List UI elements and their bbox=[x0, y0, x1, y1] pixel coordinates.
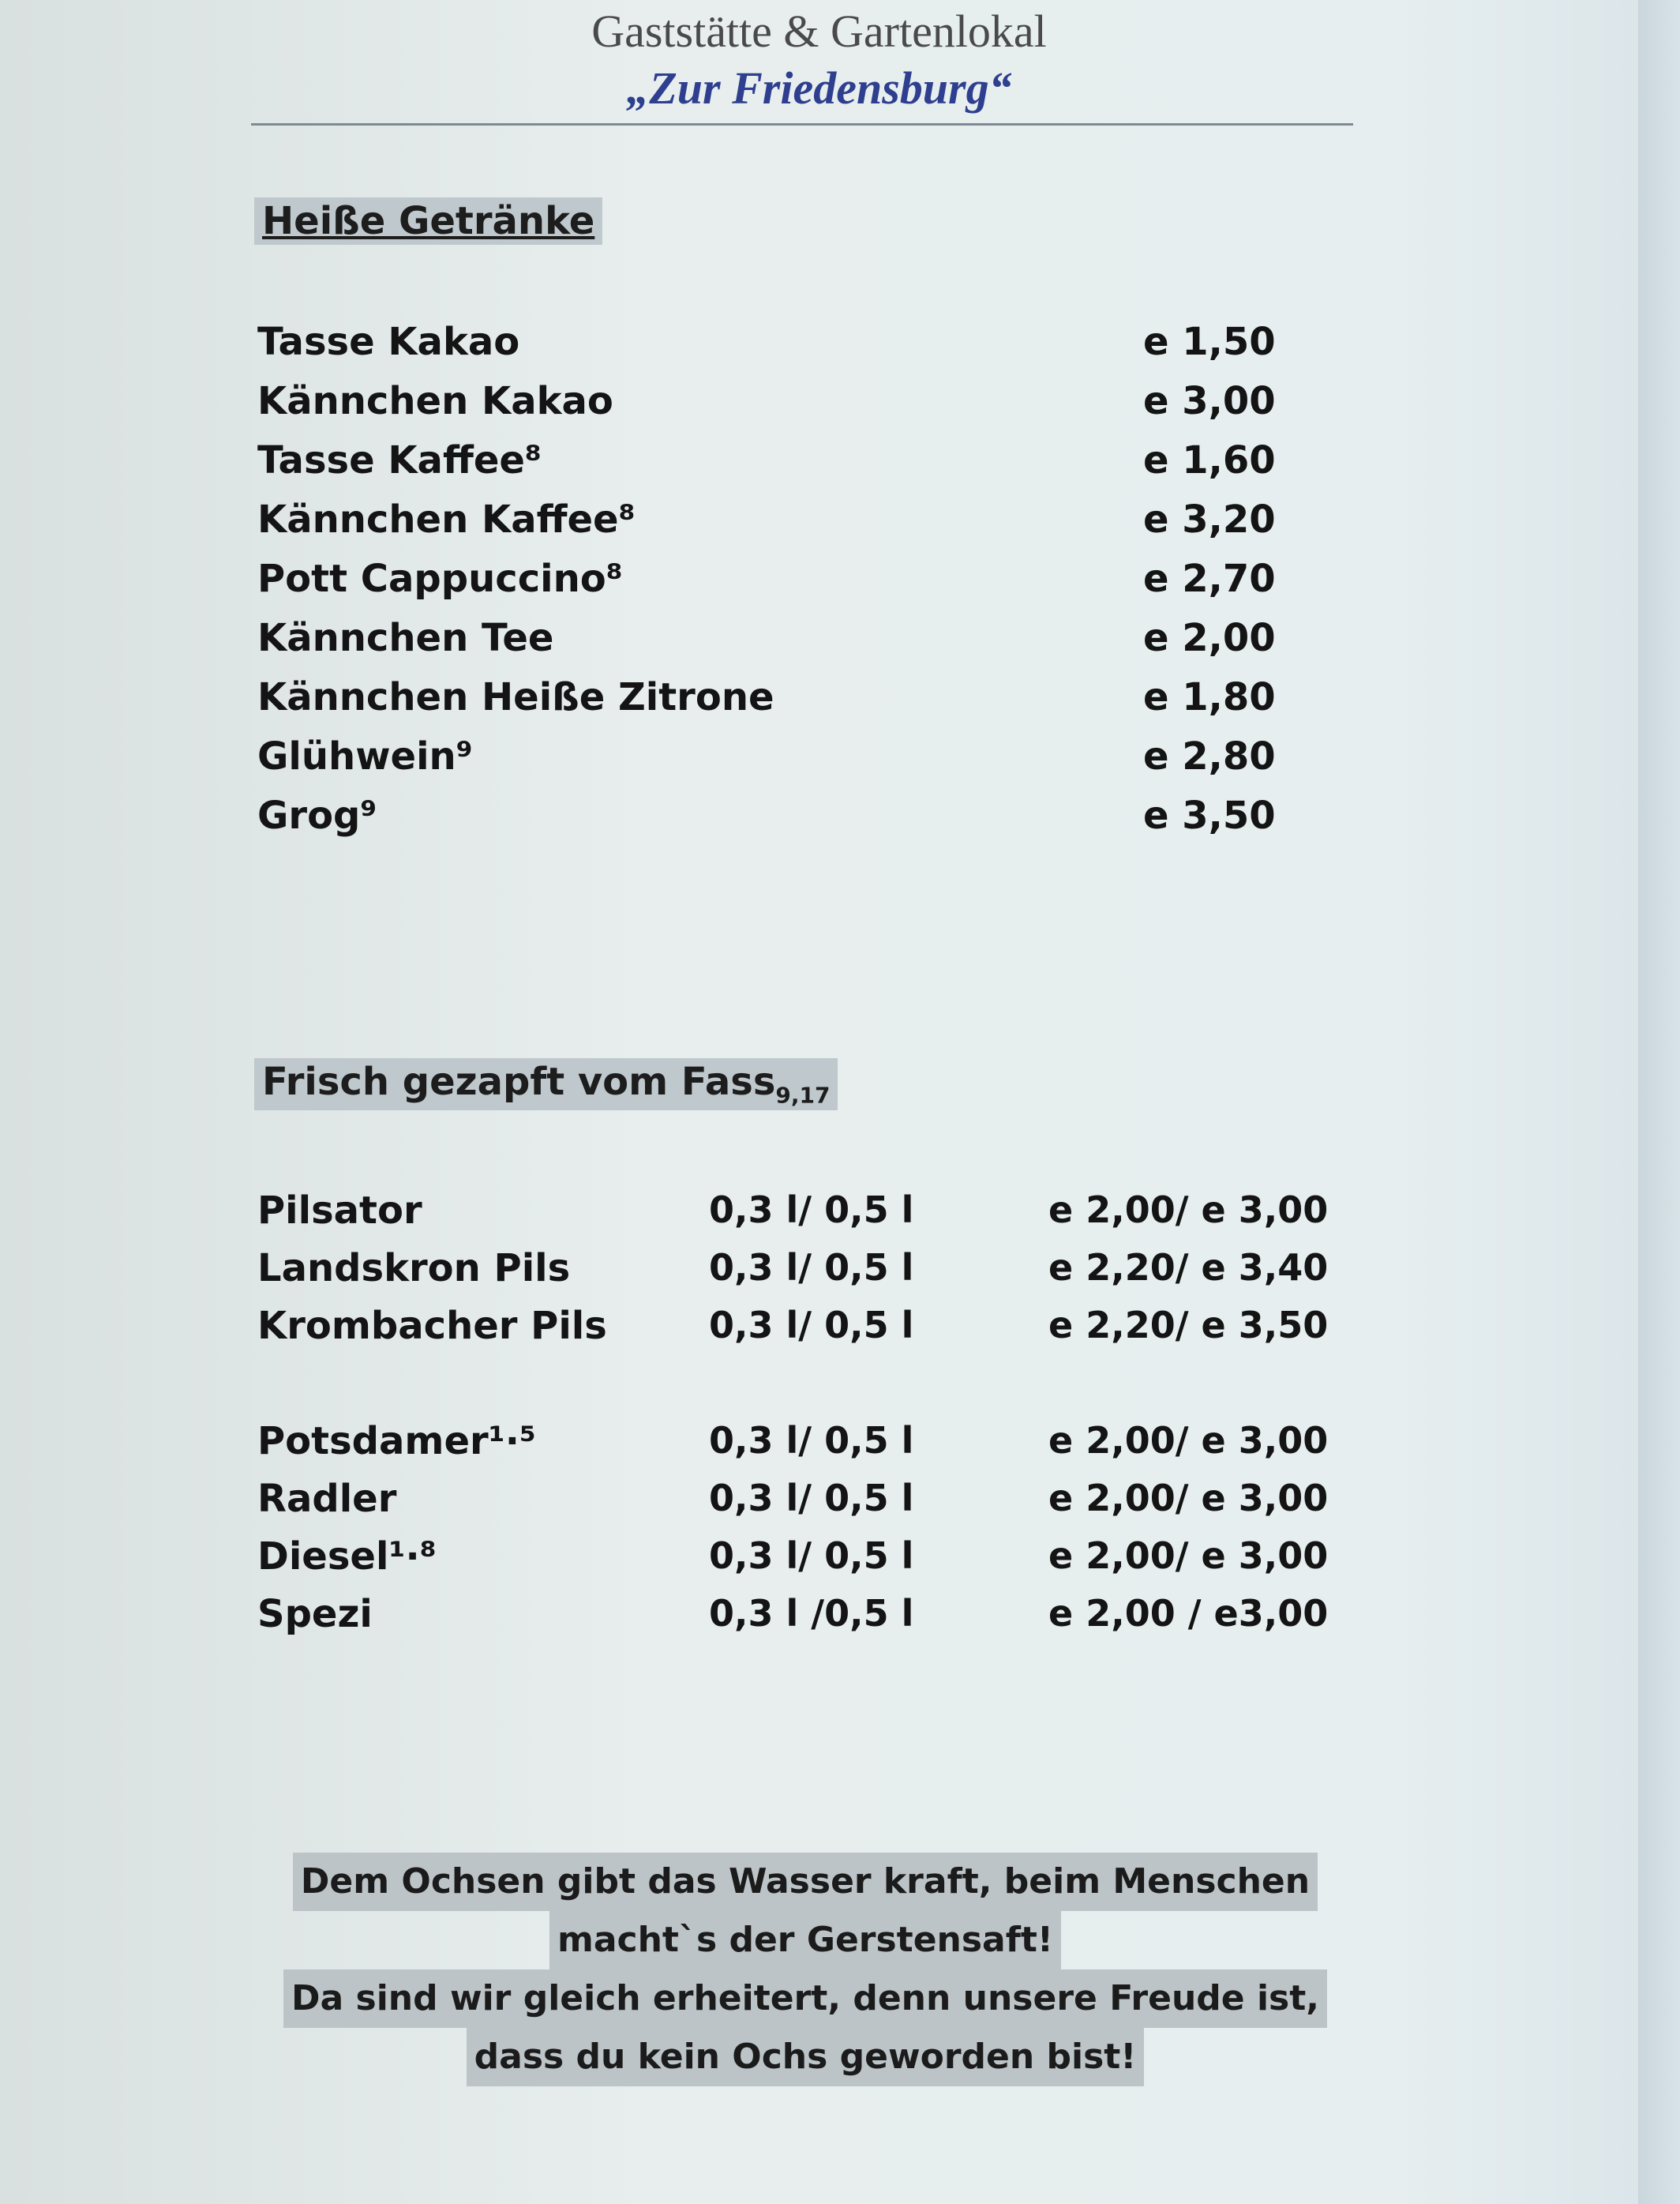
item-price: e 3,20 bbox=[1143, 497, 1276, 542]
beer-price: e 2,20/ e 3,50 bbox=[1048, 1304, 1329, 1346]
hot-drinks-title: Heiße Getränke bbox=[254, 197, 602, 245]
quote-line: dass du kein Ochs geworden bist! bbox=[467, 2028, 1145, 2086]
menu-item bbox=[0, 320, 1638, 367]
item-price: e 2,00 bbox=[1143, 616, 1276, 660]
item-name: Pott Cappuccino⁸ bbox=[257, 557, 623, 601]
item-price: e 1,80 bbox=[1143, 675, 1276, 719]
beer-size: 0,3 l/ 0,5 l bbox=[709, 1246, 914, 1289]
beer-size: 0,3 l/ 0,5 l bbox=[709, 1419, 914, 1462]
quote-line: macht`s der Gerstensaft! bbox=[549, 1911, 1061, 1969]
item-name: Kännchen Kaffee⁸ bbox=[257, 497, 636, 542]
beer-price: e 2,00/ e 3,00 bbox=[1048, 1419, 1329, 1462]
item-name: Tasse Kaffee⁸ bbox=[257, 438, 542, 482]
beer-price: e 2,00 / e3,00 bbox=[1048, 1592, 1329, 1635]
item-price: e 2,70 bbox=[1143, 557, 1276, 601]
beer-name: Diesel¹·⁸ bbox=[257, 1534, 437, 1579]
beer-name: Spezi bbox=[257, 1592, 373, 1636]
menu-item bbox=[0, 497, 1638, 545]
beer-row bbox=[0, 1534, 1638, 1582]
menu-item bbox=[0, 379, 1638, 426]
page-edge bbox=[1638, 0, 1680, 2204]
restaurant-type: Gaststätte & Gartenlokal bbox=[591, 6, 1047, 57]
draft-beer-title-note: 9,17 bbox=[775, 1082, 831, 1109]
item-name: Kännchen Tee bbox=[257, 616, 554, 660]
beer-price: e 2,00/ e 3,00 bbox=[1048, 1534, 1329, 1577]
beer-name: Krombacher Pils bbox=[257, 1304, 607, 1348]
item-price: e 2,80 bbox=[1143, 734, 1276, 779]
beer-row bbox=[0, 1477, 1638, 1524]
beer-size: 0,3 l /0,5 l bbox=[709, 1592, 914, 1635]
menu-item bbox=[0, 616, 1638, 663]
quote-line: Da sind wir gleich erheitert, denn unsere Freude ist, bbox=[283, 1969, 1327, 2028]
header-divider bbox=[251, 123, 1353, 126]
menu-item bbox=[0, 557, 1638, 604]
item-name: Kännchen Heiße Zitrone bbox=[257, 675, 774, 719]
beer-name: Landskron Pils bbox=[257, 1246, 571, 1290]
beer-price: e 2,00/ e 3,00 bbox=[1048, 1188, 1329, 1231]
menu-item bbox=[0, 438, 1638, 486]
beer-quote bbox=[276, 1853, 1334, 2086]
beer-name: Potsdamer¹·⁵ bbox=[257, 1419, 536, 1463]
item-name: Tasse Kakao bbox=[257, 320, 520, 364]
beer-size: 0,3 l/ 0,5 l bbox=[709, 1534, 914, 1577]
item-price: e 3,00 bbox=[1143, 379, 1276, 423]
restaurant-name: „Zur Friedensburg“ bbox=[626, 62, 1012, 114]
item-price: e 1,60 bbox=[1143, 438, 1276, 482]
beer-price: e 2,00/ e 3,00 bbox=[1048, 1477, 1329, 1519]
beer-row bbox=[0, 1592, 1638, 1639]
item-name: Kännchen Kakao bbox=[257, 379, 613, 423]
beer-row bbox=[0, 1246, 1638, 1293]
beer-name: Radler bbox=[257, 1477, 397, 1521]
item-name: Grog⁹ bbox=[257, 794, 377, 838]
item-price: e 3,50 bbox=[1143, 794, 1276, 838]
beer-row bbox=[0, 1419, 1638, 1466]
menu-item bbox=[0, 794, 1638, 841]
quote-line: Dem Ochsen gibt das Wasser kraft, beim Menschen bbox=[293, 1853, 1318, 1911]
beer-size: 0,3 l/ 0,5 l bbox=[709, 1188, 914, 1231]
beer-row bbox=[0, 1188, 1638, 1236]
item-price: e 1,50 bbox=[1143, 320, 1276, 364]
menu-item bbox=[0, 675, 1638, 723]
beer-size: 0,3 l/ 0,5 l bbox=[709, 1477, 914, 1519]
beer-price: e 2,20/ e 3,40 bbox=[1048, 1246, 1329, 1289]
item-name: Glühwein⁹ bbox=[257, 734, 473, 779]
draft-beer-title-text: Frisch gezapft vom Fass bbox=[262, 1060, 776, 1104]
beer-name: Pilsator bbox=[257, 1188, 422, 1233]
draft-beer-title bbox=[254, 1058, 838, 1110]
beer-row bbox=[0, 1304, 1638, 1351]
menu-item bbox=[0, 734, 1638, 782]
beer-size: 0,3 l/ 0,5 l bbox=[709, 1304, 914, 1346]
